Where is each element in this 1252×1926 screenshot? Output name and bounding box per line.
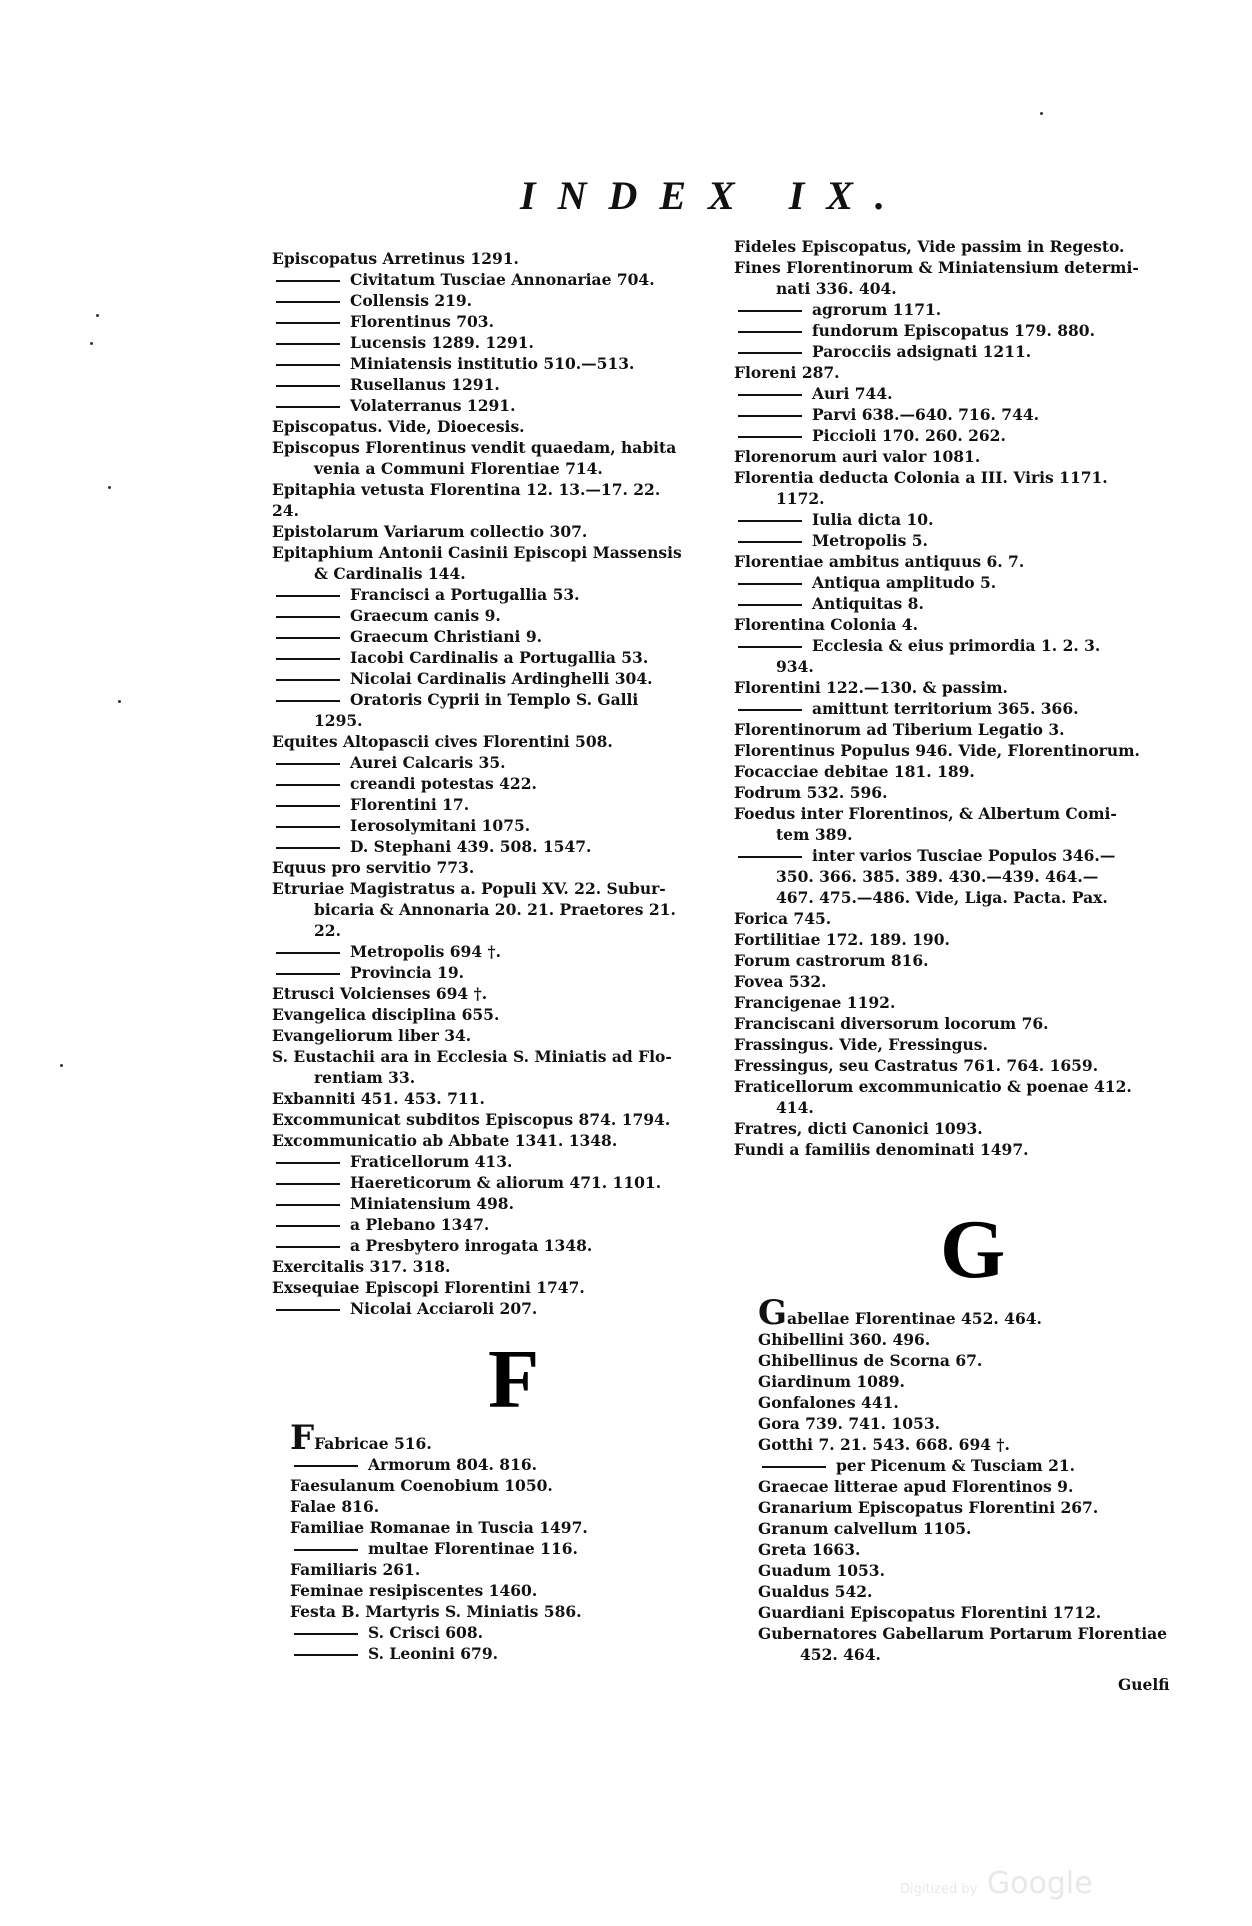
index-entry [272, 857, 692, 878]
index-entry [758, 1434, 1208, 1455]
entry-text: Miniatensis institutio 510.—513. [350, 354, 635, 373]
section-f-entries [290, 1418, 670, 1664]
entry-text: abellae Florentinae 452. 464. [787, 1309, 1042, 1328]
entry-text: Florentinus Populus 946. Vide, Florentinorum. [734, 741, 1140, 760]
entry-text: Fovea 532. [734, 972, 827, 991]
index-subentry [272, 752, 692, 773]
entry-text: Graecum canis 9. [350, 606, 501, 625]
entry-text: 1172. [776, 489, 825, 508]
entry-text: Nicolai Cardinalis Ardinghelli 304. [350, 669, 653, 688]
index-entry-continuation [272, 1067, 692, 1088]
index-entry [734, 992, 1204, 1013]
index-entry [758, 1329, 1208, 1350]
index-entry [272, 416, 692, 437]
entry-text: tem 389. [776, 825, 853, 844]
right-column-index [734, 236, 1204, 1160]
index-entry [734, 677, 1204, 698]
entry-text: Evangeliorum liber 34. [272, 1026, 472, 1045]
entry-text: Excommunicat subditos Episcopus 874. 1794. [272, 1110, 671, 1129]
index-subentry [272, 1214, 692, 1235]
entry-text: S. Eustachii ara in Ecclesia S. Miniatis ad Flo- [272, 1047, 672, 1066]
index-entry-continuation [272, 710, 692, 731]
digitized-watermark [900, 1866, 1093, 1901]
index-entry-continuation [734, 1097, 1204, 1118]
index-entry-continuation [734, 488, 1204, 509]
entry-text: Giardinum 1089. [758, 1372, 905, 1391]
index-subentry [272, 668, 692, 689]
entry-text: creandi potestas 422. [350, 774, 537, 793]
entry-text: Greta 1663. [758, 1540, 861, 1559]
index-subentry [272, 290, 692, 311]
index-entry [734, 257, 1204, 278]
entry-text: Etruriae Magistratus a. Populi XV. 22. Subur- [272, 879, 666, 898]
index-entry-continuation [734, 887, 1204, 908]
entry-text: Nicolai Acciaroli 207. [350, 1299, 538, 1318]
index-entry [734, 467, 1204, 488]
index-entry [758, 1623, 1208, 1644]
entry-text: Exercitalis 317. 318. [272, 1257, 451, 1276]
index-entry-continuation [734, 278, 1204, 299]
index-subentry [272, 626, 692, 647]
index-entry [272, 1109, 692, 1130]
index-entry [272, 983, 692, 1004]
entry-text: Familiae Romanae in Tuscia 1497. [290, 1518, 588, 1537]
entry-text: Ecclesia & eius primordia 1. 2. 3. [812, 636, 1101, 655]
entry-text: 467. 475.—486. Vide, Liga. Pacta. Pax. [776, 888, 1108, 907]
index-entry [758, 1476, 1208, 1497]
entry-text: Forum castrorum 816. [734, 951, 929, 970]
entry-text: Fortilitiae 172. 189. 190. [734, 930, 950, 949]
index-entry [272, 479, 692, 521]
left-column-index [272, 248, 692, 1319]
index-entry-continuation [272, 899, 692, 920]
index-entry [734, 236, 1204, 257]
entry-text: a Presbytero inrogata 1348. [350, 1236, 593, 1255]
index-subentry [272, 584, 692, 605]
entry-text: Epistolarum Variarum collectio 307. [272, 522, 588, 541]
entry-text: Guadum 1053. [758, 1561, 885, 1580]
entry-text: 22. [314, 921, 341, 940]
index-entry [272, 521, 692, 542]
page-speck [1040, 112, 1043, 115]
entry-text: Francisci a Portugallia 53. [350, 585, 580, 604]
entry-text: Armorum 804. 816. [368, 1455, 538, 1474]
index-entry [734, 446, 1204, 467]
index-entry [758, 1413, 1208, 1434]
index-entry [758, 1371, 1208, 1392]
index-entry-continuation [734, 656, 1204, 677]
entry-text: Fideles Episcopatus, Vide passim in Regesto. [734, 237, 1125, 256]
entry-text: Miniatensium 498. [350, 1194, 514, 1213]
entry-text: Equites Altopascii cives Florentini 508. [272, 732, 613, 751]
entry-text: S. Leonini 679. [368, 1644, 498, 1663]
entry-text: venia a Communi Florentiae 714. [314, 459, 603, 478]
index-subentry [272, 1193, 692, 1214]
index-entry [734, 971, 1204, 992]
index-subentry [272, 1235, 692, 1256]
index-entry-continuation [758, 1644, 1208, 1665]
index-entry-continuation [272, 563, 692, 584]
index-entry [758, 1560, 1208, 1581]
entry-text: Oratoris Cyprii in Templo S. Galli [350, 690, 639, 709]
index-subentry [290, 1454, 670, 1475]
entry-text: Florentina Colonia 4. [734, 615, 918, 634]
entry-text: Aurei Calcaris 35. [350, 753, 506, 772]
index-subentry [272, 836, 692, 857]
watermark-brand: Google [986, 1866, 1093, 1901]
entry-text: Piccioli 170. 260. 262. [812, 426, 1006, 445]
index-entry-continuation [272, 920, 692, 941]
index-subentry [290, 1643, 670, 1664]
index-entry-continuation [272, 458, 692, 479]
index-entry [734, 1013, 1204, 1034]
entry-text: Epitaphia vetusta Florentina 12. 13.—17. 22. 24. [272, 480, 661, 520]
index-entry [272, 542, 692, 563]
index-subentry [272, 773, 692, 794]
section-letter-g: G [940, 1203, 1006, 1296]
drop-cap: F [290, 1418, 315, 1458]
entry-text: Civitatum Tusciae Annonariae 704. [350, 270, 655, 289]
entry-text: Excommunicatio ab Abbate 1341. 1348. [272, 1131, 618, 1150]
entry-text: Fodrum 532. 596. [734, 783, 888, 802]
drop-cap: G [758, 1293, 788, 1333]
entry-text: Francigenae 1192. [734, 993, 896, 1012]
entry-text: Provincia 19. [350, 963, 465, 982]
entry-text: Graecae litterae apud Florentinos 9. [758, 1477, 1074, 1496]
index-subentry [272, 1298, 692, 1319]
index-entry [734, 362, 1204, 383]
entry-text: Foedus inter Florentinos, & Albertum Comi- [734, 804, 1117, 823]
index-entry [290, 1580, 670, 1601]
index-entry [290, 1418, 670, 1458]
index-entry [734, 1055, 1204, 1076]
entry-text: Feminae resipiscentes 1460. [290, 1581, 538, 1600]
entry-text: Fines Florentinorum & Miniatensium determi- [734, 258, 1139, 277]
entry-text: Florentini 17. [350, 795, 470, 814]
entry-text: Equus pro servitio 773. [272, 858, 475, 877]
index-entry [272, 248, 692, 269]
index-entry [290, 1475, 670, 1496]
entry-text: rentiam 33. [314, 1068, 416, 1087]
entry-text: multae Florentinae 116. [368, 1539, 578, 1558]
entry-text: Fraticellorum excommunicatio & poenae 412. [734, 1077, 1132, 1096]
entry-text: fundorum Episcopatus 179. 880. [812, 321, 1095, 340]
page-speck [96, 314, 99, 317]
index-entry [272, 1025, 692, 1046]
index-entry [272, 1130, 692, 1151]
index-entry [272, 1004, 692, 1025]
entry-text: Florentinus 703. [350, 312, 494, 331]
entry-text: a Plebano 1347. [350, 1215, 490, 1234]
entry-text: Collensis 219. [350, 291, 473, 310]
entry-text: Metropolis 5. [812, 531, 928, 550]
page-speck [90, 342, 93, 345]
entry-text: Faesulanum Coenobium 1050. [290, 1476, 553, 1495]
entry-text: Ierosolymitani 1075. [350, 816, 531, 835]
entry-text: Fabricae 516. [314, 1434, 432, 1453]
index-subentry [734, 572, 1204, 593]
index-subentry [272, 269, 692, 290]
index-entry [758, 1539, 1208, 1560]
index-subentry [734, 530, 1204, 551]
entry-text: Florentinorum ad Tiberium Legatio 3. [734, 720, 1065, 739]
entry-text: nati 336. 404. [776, 279, 897, 298]
index-subentry [272, 353, 692, 374]
entry-text: Florenorum auri valor 1081. [734, 447, 981, 466]
entry-text: D. Stephani 439. 508. 1547. [350, 837, 592, 856]
entry-text: Volaterranus 1291. [350, 396, 516, 415]
entry-text: Fratres, dicti Canonici 1093. [734, 1119, 983, 1138]
index-subentry [272, 941, 692, 962]
entry-text: Falae 816. [290, 1497, 380, 1516]
index-subentry [734, 404, 1204, 425]
index-entry [734, 1118, 1204, 1139]
index-entry [734, 1076, 1204, 1097]
index-entry [272, 1088, 692, 1109]
entry-text: per Picenum & Tusciam 21. [836, 1456, 1076, 1475]
entry-text: Metropolis 694 †. [350, 942, 502, 961]
index-subentry [734, 320, 1204, 341]
entry-text: Exbanniti 451. 453. 711. [272, 1089, 485, 1108]
index-subentry [734, 698, 1204, 719]
entry-text: Iacobi Cardinalis a Portugallia 53. [350, 648, 649, 667]
entry-text: Fressingus, seu Castratus 761. 764. 1659. [734, 1056, 1099, 1075]
index-entry [758, 1350, 1208, 1371]
page-speck [108, 486, 111, 489]
entry-text: Festa B. Martyris S. Miniatis 586. [290, 1602, 582, 1621]
entry-text: S. Crisci 608. [368, 1623, 484, 1642]
entry-text: Forica 745. [734, 909, 832, 928]
entry-text: Epitaphium Antonii Casinii Episcopi Massensis [272, 543, 682, 562]
index-subentry [272, 311, 692, 332]
index-subentry [272, 794, 692, 815]
index-entry [758, 1392, 1208, 1413]
index-entry [734, 950, 1204, 971]
entry-text: Episcopatus Arretinus 1291. [272, 249, 519, 268]
index-entry [758, 1497, 1208, 1518]
index-subentry [734, 635, 1204, 656]
index-entry [758, 1581, 1208, 1602]
entry-text: Florentiae ambitus antiquus 6. 7. [734, 552, 1025, 571]
index-subentry [272, 395, 692, 416]
index-subentry [290, 1622, 670, 1643]
entry-text: Iulia dicta 10. [812, 510, 934, 529]
index-subentry [272, 1172, 692, 1193]
index-entry [290, 1517, 670, 1538]
index-entry [734, 1034, 1204, 1055]
index-subentry [734, 425, 1204, 446]
index-entry [290, 1496, 670, 1517]
entry-text: Etrusci Volcienses 694 †. [272, 984, 488, 1003]
entry-text: Evangelica disciplina 655. [272, 1005, 500, 1024]
index-entry [758, 1293, 1208, 1333]
entry-text: Ghibellinus de Scorna 67. [758, 1351, 983, 1370]
index-subentry [734, 593, 1204, 614]
entry-text: Exsequiae Episcopi Florentini 1747. [272, 1278, 585, 1297]
index-subentry [272, 1151, 692, 1172]
index-subentry [734, 845, 1204, 866]
entry-text: Fundi a familiis denominati 1497. [734, 1140, 1029, 1159]
entry-text: 350. 366. 385. 389. 430.—439. 464.— [776, 867, 1099, 886]
entry-text: Frassingus. Vide, Fressingus. [734, 1035, 988, 1054]
entry-text: 452. 464. [800, 1645, 881, 1664]
watermark-prefix: Digitized by [900, 1882, 978, 1897]
index-subentry [272, 374, 692, 395]
index-subentry [272, 332, 692, 353]
index-entry [272, 1046, 692, 1067]
entry-text: agrorum 1171. [812, 300, 942, 319]
index-subentry [758, 1455, 1208, 1476]
index-entry-continuation [734, 824, 1204, 845]
index-subentry [734, 341, 1204, 362]
entry-text: Lucensis 1289. 1291. [350, 333, 534, 352]
section-g-entries [758, 1293, 1208, 1665]
entry-text: & Cardinalis 144. [314, 564, 466, 583]
index-entry [272, 437, 692, 458]
entry-text: Parvi 638.—640. 716. 744. [812, 405, 1040, 424]
index-entry [734, 1139, 1204, 1160]
index-entry [734, 719, 1204, 740]
entry-text: Parocciis adsignati 1211. [812, 342, 1032, 361]
entry-text: Ghibellini 360. 496. [758, 1330, 931, 1349]
index-entry-continuation [734, 866, 1204, 887]
entry-text: Familiaris 261. [290, 1560, 421, 1579]
page-header: INDEX IX. [520, 173, 907, 218]
entry-text: 1295. [314, 711, 363, 730]
entry-text: bicaria & Annonaria 20. 21. Praetores 21. [314, 900, 676, 919]
entry-text: Gora 739. 741. 1053. [758, 1414, 941, 1433]
entry-text: Guardiani Episcopatus Florentini 1712. [758, 1603, 1102, 1622]
entry-text: Floreni 287. [734, 363, 840, 382]
index-entry [734, 803, 1204, 824]
entry-text: Gotthi 7. 21. 543. 668. 694 †. [758, 1435, 1010, 1454]
index-subentry [272, 815, 692, 836]
index-entry [272, 1277, 692, 1298]
entry-text: Episcopatus. Vide, Dioecesis. [272, 417, 525, 436]
index-entry [272, 878, 692, 899]
index-subentry [272, 962, 692, 983]
entry-text: Florentini 122.—130. & passim. [734, 678, 1008, 697]
entry-text: Graecum Christiani 9. [350, 627, 543, 646]
section-letter-f: F [488, 1333, 540, 1426]
index-subentry [290, 1538, 670, 1559]
index-entry [734, 614, 1204, 635]
index-subentry [734, 383, 1204, 404]
entry-text: Granarium Episcopatus Florentini 267. [758, 1498, 1099, 1517]
index-entry [734, 929, 1204, 950]
entry-text: amittunt territorium 365. 366. [812, 699, 1079, 718]
entry-text: Fraticellorum 413. [350, 1152, 513, 1171]
index-entry [272, 731, 692, 752]
index-entry [290, 1559, 670, 1580]
entry-text: Franciscani diversorum locorum 76. [734, 1014, 1049, 1033]
entry-text: Episcopus Florentinus vendit quaedam, habita [272, 438, 677, 457]
entry-text: 934. [776, 657, 814, 676]
index-entry [758, 1518, 1208, 1539]
entry-text: Antiquitas 8. [812, 594, 924, 613]
entry-text: Gubernatores Gabellarum Portarum Florentiae [758, 1624, 1168, 1643]
entry-text: inter varios Tusciae Populos 346.— [812, 846, 1116, 865]
index-entry [758, 1602, 1208, 1623]
index-entry [734, 551, 1204, 572]
index-subentry [734, 299, 1204, 320]
index-subentry [272, 689, 692, 710]
index-entry [734, 782, 1204, 803]
index-entry [734, 761, 1204, 782]
index-entry [734, 740, 1204, 761]
entry-text: Haereticorum & aliorum 471. 1101. [350, 1173, 662, 1192]
entry-text: Gualdus 542. [758, 1582, 873, 1601]
index-entry [272, 1256, 692, 1277]
entry-text: Focacciae debitae 181. 189. [734, 762, 975, 781]
entry-text: Florentia deducta Colonia a III. Viris 1171. [734, 468, 1108, 487]
index-subentry [272, 605, 692, 626]
entry-text: 414. [776, 1098, 814, 1117]
index-subentry [272, 647, 692, 668]
index-entry [734, 908, 1204, 929]
entry-text: Auri 744. [812, 384, 893, 403]
page-speck [60, 1064, 63, 1067]
index-entry [290, 1601, 670, 1622]
entry-text: Antiqua amplitudo 5. [812, 573, 997, 592]
entry-text: Rusellanus 1291. [350, 375, 500, 394]
page-speck [118, 700, 121, 703]
index-subentry [734, 509, 1204, 530]
catchword: Guelfi [1118, 1675, 1170, 1694]
entry-text: Gonfalones 441. [758, 1393, 899, 1412]
entry-text: Granum calvellum 1105. [758, 1519, 972, 1538]
